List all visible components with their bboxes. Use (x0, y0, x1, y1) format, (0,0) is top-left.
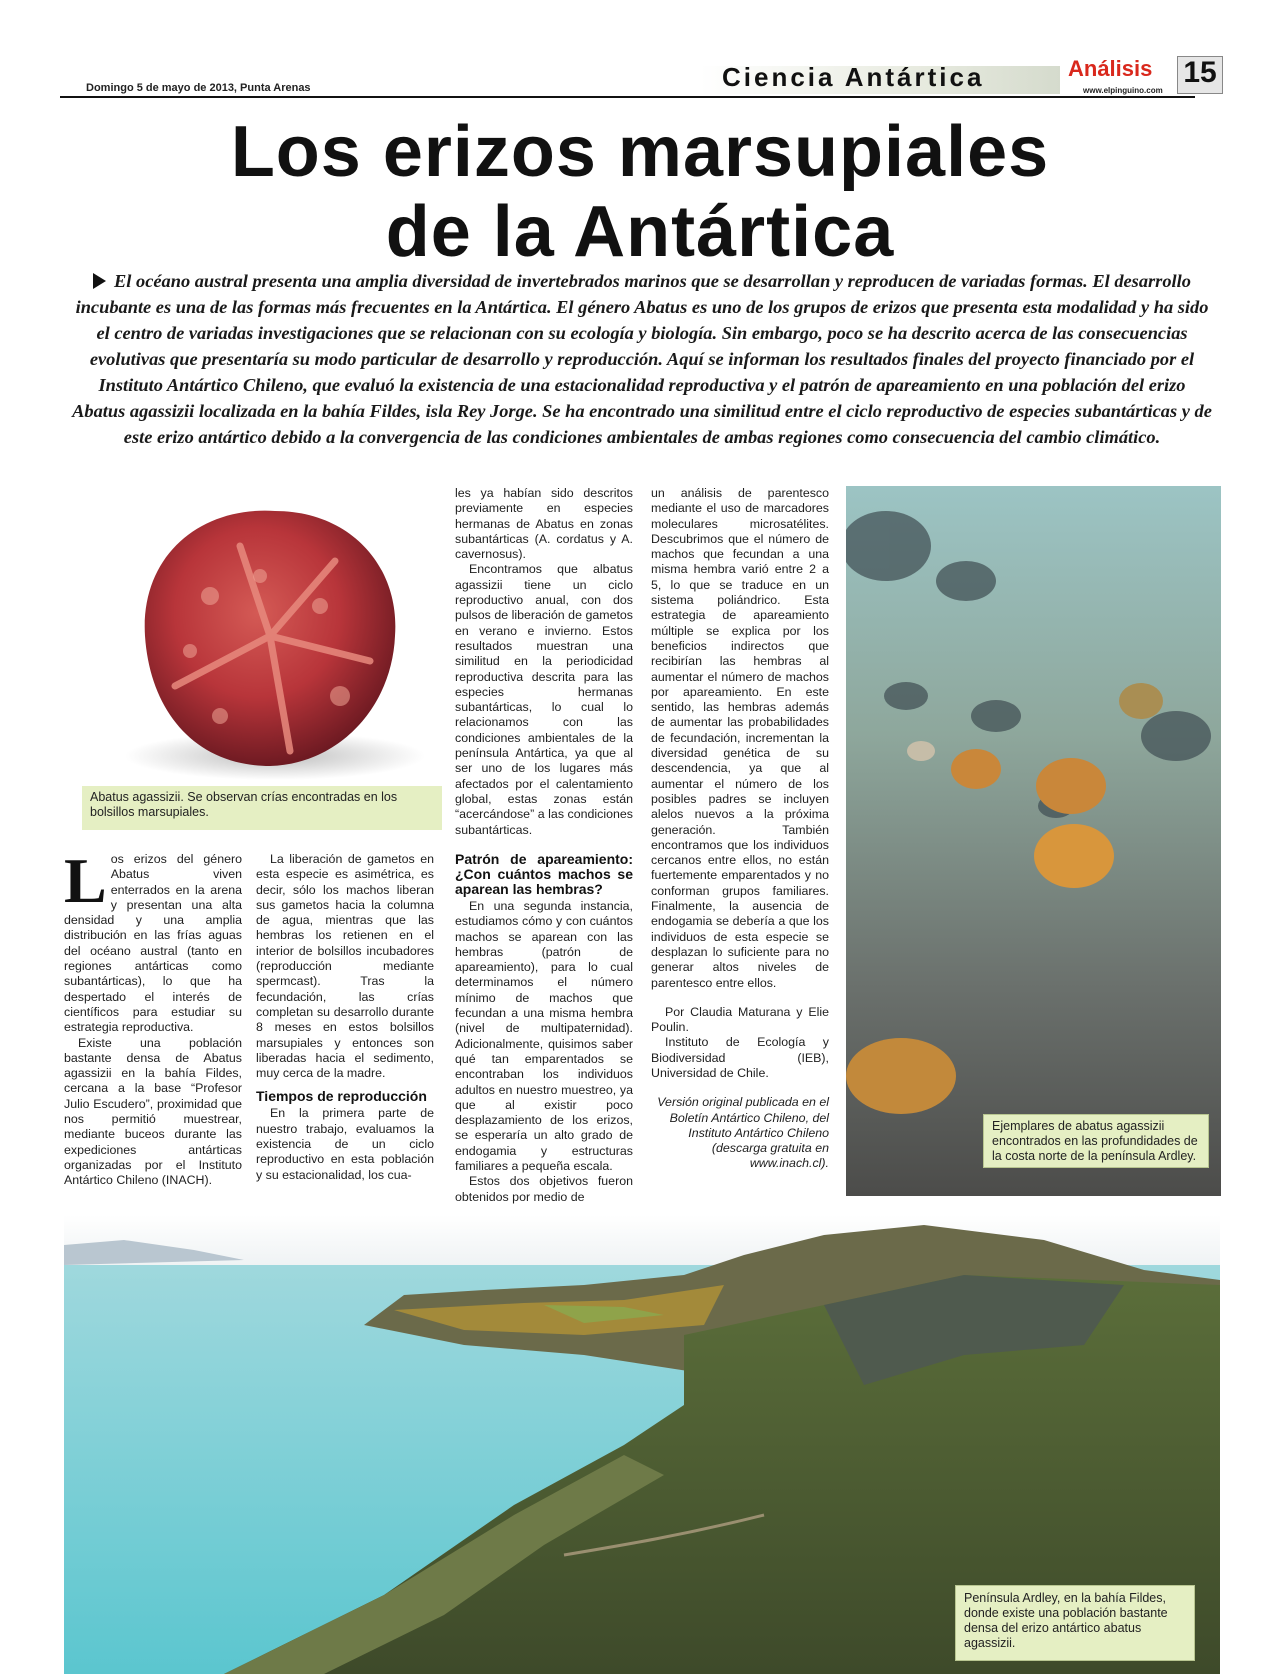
section-title: Ciencia Antártica (722, 62, 985, 92)
newspaper-logo[interactable]: Análisis (1068, 56, 1153, 81)
headline-line-2: de la Antártica (385, 192, 895, 272)
seafloor-caption: Ejemplares de abatus agassizii encontrados en las profundidades de la costa norte de la península Ardley. (983, 1114, 1209, 1168)
lead-text: El océano austral presenta una amplia diversidad de invertebrados marinos que se desarrollan y reproducen de variadas formas. El desarrollo incubante es una de las formas más frecuentes en la Antártica. El género Abatus es uno de los grupos de erizos que presenta esta modalidad y ha sido el centro de variadas investigaciones que se relacionan con su ecología y biología. Sin embargo, poco se ha descrito acerca de las consecuencias evolutivas que presentaría su modo particular de desarrollo y reproducción. Aquí se informan los resultados finales del proyecto financiado por el Instituto Antártico Chileno, que evaluó la existencia de una estacionalidad reproductiva y el patrón de apareamiento en una población del erizo Abatus agassizii localizada en la bahía Fildes, isla Rey Jorge. Se ha encontrado una similitud entre el ciclo reproductivo de especies subantárticas y de este erizo antártico debido a la convergencia de las condiciones ambientales de ambas regiones como consecuencia del cambio climático. (72, 271, 1212, 447)
lead-paragraph (72, 268, 1212, 450)
institute-credit: Instituto de Ecología y Biodiversidad (IEB), Universidad de Chile. (651, 1035, 829, 1080)
article-paragraph: La liberación de gametos en esta especie es asimétrica, es decir, sólo los machos liberan sus gametos hacia la columna de agua, mientras que las hembras los retienen en el interior de bolsillos incubadores (reproducción mediante spermcast). Tras la fecundación, las crías completan su desarrollo durante 8 meses en estos bolsillos marsupiales y entonces son liberadas hacia el sedimento, muy cerca de la madre. (256, 852, 434, 1081)
paragraph-text: os erizos del género Abatus viven enterrados en la arena y presentan una alta densidad y una amplia distribución en las frías aguas del océano austral (tanto en regiones antárticas como subantárticas), lo que ha despertado el interés de científicos para estudiar su estrategia reproductiva. (64, 852, 242, 1035)
newspaper-url: www.elpinguino.com (1083, 86, 1163, 95)
urchin-photo (100, 486, 430, 784)
page-number: 15 (1183, 56, 1217, 89)
article-column-3-bottom (455, 852, 633, 1205)
article-column-3-top (455, 486, 633, 838)
article-paragraph (64, 845, 242, 1036)
coast-caption: Península Ardley, en la bahía Fildes, donde existe una población bastante densa del erizo antártico abatus agassizii. (955, 1585, 1195, 1661)
original-version-note: Versión original publicada en el Boletín Antártico Chileno, del Instituto Antártico Chileno (descarga gratuita en www.inach.cl). (657, 1095, 829, 1171)
subheading-reproduction-times: Tiempos de reproducción (256, 1088, 427, 1105)
header-rule (60, 96, 1195, 98)
article-column-2 (256, 852, 434, 1183)
article-paragraph: Estos dos objetivos fueron obtenidos por medio de (455, 1174, 633, 1204)
arrow-bullet-icon (93, 273, 106, 289)
seafloor-photo (846, 486, 1221, 1196)
article-column-1 (64, 845, 242, 1189)
article-paragraph: un análisis de parentesco mediante el uso de marcadores moleculares microsatélites. Descubrimos que el número de machos que fecundan a una misma hembra varió entre 2 a 5, lo que se traduce en un sistema poliándrico. Esta estrategia de apareamiento múltiple se explica por los beneficios indirectos que recibirían las hembras al aumentar el número de machos por apareamiento. En este sentido, las hembras además de aumentar las probabilidades de fecundación, incrementan la diversidad genética de su descendencia, ya que al aumentar el número de los posibles padres se incluyen alelos nuevos a la próxima generación. También encontramos que los individuos cercanos entre ellos, no están fuertemente emparentados y no conforman grupos familiares. Finalmente, la ausencia de endogamia se debería a que los individuos de esta especie se desplazan lo suficiente para no generar altos niveles de parentesco entre ellos. (651, 486, 829, 990)
author-credit: Por Claudia Maturana y Elie Poulin. (651, 1004, 829, 1035)
subheading-mating-pattern: Patrón de apareamiento: ¿Con cuántos machos se aparean las hembras? (455, 851, 633, 897)
headline (60, 112, 1220, 272)
article-column-4 (651, 486, 829, 1172)
article-paragraph: En la primera parte de nuestro trabajo, evaluamos la existencia de un ciclo reproductivo en esta población y su estacionalidad, los cua- (256, 1106, 434, 1182)
article-paragraph: les ya habían sido descritos previamente en especies hermanas de Abatus en zonas subantárticas (A. cordatus y A. cavernosus). (455, 486, 633, 562)
article-paragraph: Existe una población bastante densa de Abatus agassizii en la bahía Fildes, cercana a la base “Profesor Julio Escudero”, proximidad que nos permitió muestrear, mediante buceos durante las expediciones antárticas organizadas por el Instituto Antártico Chileno (INACH). (64, 1035, 242, 1188)
article-paragraph: En una segunda instancia, estudiamos cómo y con cuántos machos se aparean con las hembras (patrón de apareamiento), para lo cual determinamos el número mínimo de machos que fecundan a una misma hembra (nivel de multipaternidad). Adicionalmente, quisimos saber qué tan emparentados se encontraban los individuos adultos en nuestro muestreo, ya que al existir poco desplazamiento de los erizos, se esperaría un alto grado de endogamia y estructuras familiares a pequeña escala. (455, 899, 633, 1174)
urchin-caption: Abatus agassizii. Se observan crías encontradas en los bolsillos marsupiales. (82, 786, 442, 830)
dateline: Domingo 5 de mayo de 2013, Punta Arenas (86, 82, 311, 94)
headline-line-1: Los erizos marsupiales (230, 112, 1050, 192)
drop-cap: L (64, 845, 107, 916)
article-paragraph: Encontramos que albatus agassizii tiene un ciclo reproductivo anual, con dos pulsos de liberación de gametos en verano e invierno. Estos resultados muestran una similitud en la periodicidad reproductiva descrita para las especies hermanas subantárticas, lo cual lo relacionamos con las condiciones ambientales de la península Antártica, ya que al ser uno de los lugares más afectados por el calentamiento global, estas zonas están “acercándose” a las condiciones subantárticas. (455, 562, 633, 837)
